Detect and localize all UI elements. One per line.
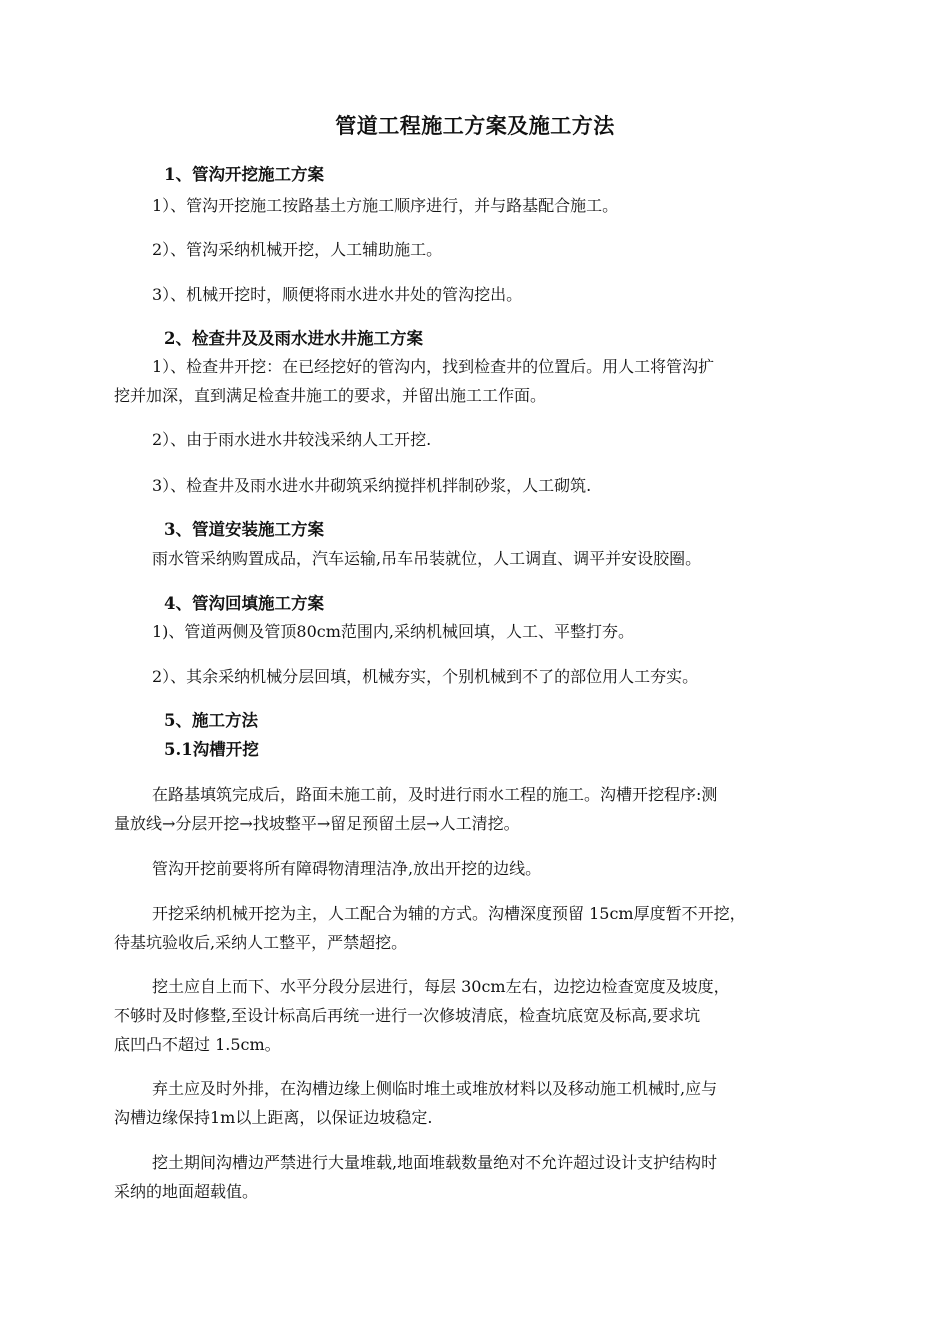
paragraph-line: 1)、管道两侧及管顶80cm范围内,采纳机械回填，人工、平整打夯。 bbox=[152, 622, 635, 641]
paragraph-line: 挖土期间沟槽边严禁进行大量堆载,地面堆载数量绝对不允许超过设计支护结构时 bbox=[152, 1153, 718, 1172]
section-heading: 1、管沟开挖施工方案 bbox=[164, 165, 324, 184]
section-heading: 2、检查井及及雨水进水井施工方案 bbox=[164, 329, 423, 348]
paragraph-line: 3）、检查井及雨水进水井砌筑采纳搅拌机拌制砂浆，人工砌筑. bbox=[152, 476, 592, 495]
paragraph-line: 3）、机械开挖时，顺便将雨水进水井处的管沟挖出。 bbox=[152, 285, 523, 304]
paragraph-line: 量放线→分层开挖→找坡整平→留足预留土层→人工清挖。 bbox=[114, 814, 520, 833]
paragraph-line: 挖并加深，直到满足检查井施工的要求，并留出施工工作面。 bbox=[114, 386, 547, 405]
section-heading: 5、施工方法 bbox=[164, 711, 258, 730]
paragraph-line: 2）、管沟采纳机械开挖，人工辅助施工。 bbox=[152, 240, 443, 259]
paragraph-line: 不够时及时修整,至设计标高后再统一进行一次修坡清底，检查坑底宽及标高,要求坑 bbox=[114, 1006, 701, 1025]
paragraph-line: 采纳的地面超载值。 bbox=[114, 1182, 259, 1201]
section-heading: 3、管道安装施工方案 bbox=[164, 520, 324, 539]
paragraph-line: 1）、管沟开挖施工按路基土方施工顺序进行，并与路基配合施工。 bbox=[152, 196, 619, 215]
paragraph-line: 2）、其余采纳机械分层回填，机械夯实，个别机械到不了的部位用人工夯实。 bbox=[152, 667, 699, 686]
paragraph-line: 沟槽边缘保持1m以上距离，以保证边坡稳定. bbox=[114, 1108, 433, 1127]
paragraph-line: 底凹凸不超过 1.5cm。 bbox=[114, 1035, 281, 1054]
paragraph-line: 待基坑验收后,采纳人工整平，严禁超挖。 bbox=[114, 933, 408, 952]
subsection-heading: 5.1沟槽开挖 bbox=[164, 740, 259, 759]
paragraph-line: 弃土应及时外排，在沟槽边缘上侧临时堆土或堆放材料以及移动施工机械时,应与 bbox=[152, 1079, 718, 1098]
paragraph-line: 管沟开挖前要将所有障碍物清理洁净,放出开挖的边线。 bbox=[152, 859, 542, 878]
paragraph-line: 开挖采纳机械开挖为主，人工配合为辅的方式。沟槽深度预留 15cm厚度暂不开挖， bbox=[152, 904, 746, 923]
paragraph-line: 在路基填筑完成后，路面未施工前，及时进行雨水工程的施工。沟槽开挖程序:测 bbox=[152, 785, 718, 804]
paragraph-line: 2）、由于雨水进水井较浅采纳人工开挖. bbox=[152, 430, 432, 449]
paragraph-line: 雨水管采纳购置成品，汽车运输,吊车吊装就位，人工调直、调平并安设胶圈。 bbox=[152, 549, 702, 568]
document-title: 管道工程施工方案及施工方法 bbox=[335, 113, 615, 138]
paragraph-line: 1）、检查井开挖：在已经挖好的管沟内，找到检查井的位置后。用人工将管沟扩 bbox=[152, 357, 715, 376]
section-heading: 4、管沟回填施工方案 bbox=[164, 594, 324, 613]
paragraph-line: 挖土应自上而下、水平分段分层进行，每层 30cm左右，边挖边检查宽度及坡度， bbox=[152, 977, 730, 996]
